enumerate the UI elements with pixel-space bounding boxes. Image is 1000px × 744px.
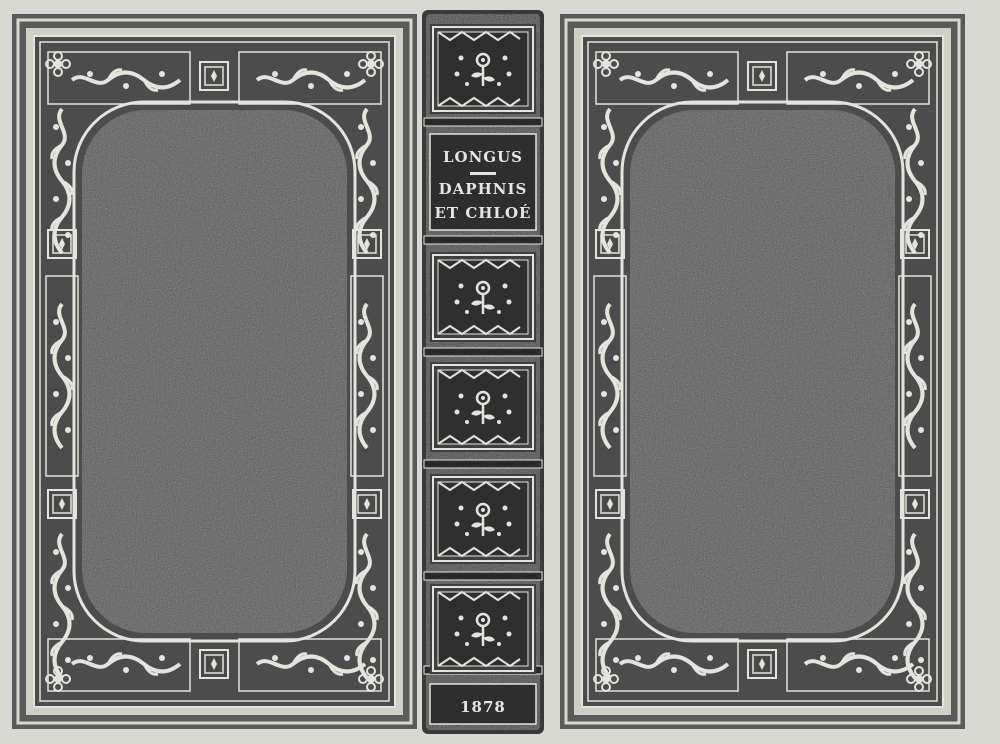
spine-panel-4 (430, 474, 536, 564)
spine-title-label (430, 134, 536, 230)
book-spine (422, 10, 544, 734)
spine-panel-5 (430, 584, 536, 674)
spine-panel-2 (430, 252, 536, 342)
spine-title-line1: DAPHNIS (438, 180, 528, 198)
spine-panel-3 (430, 362, 536, 452)
spine-title-line2: ET CHLOÉ (434, 204, 532, 222)
spine-panel-top (430, 24, 536, 114)
right-cover-board (560, 14, 965, 729)
spine-year-label (430, 684, 536, 724)
title-divider (470, 172, 496, 175)
spine-author: LONGUS (442, 148, 524, 166)
left-cover-board (12, 14, 417, 729)
spine-year: 1878 (460, 698, 506, 716)
